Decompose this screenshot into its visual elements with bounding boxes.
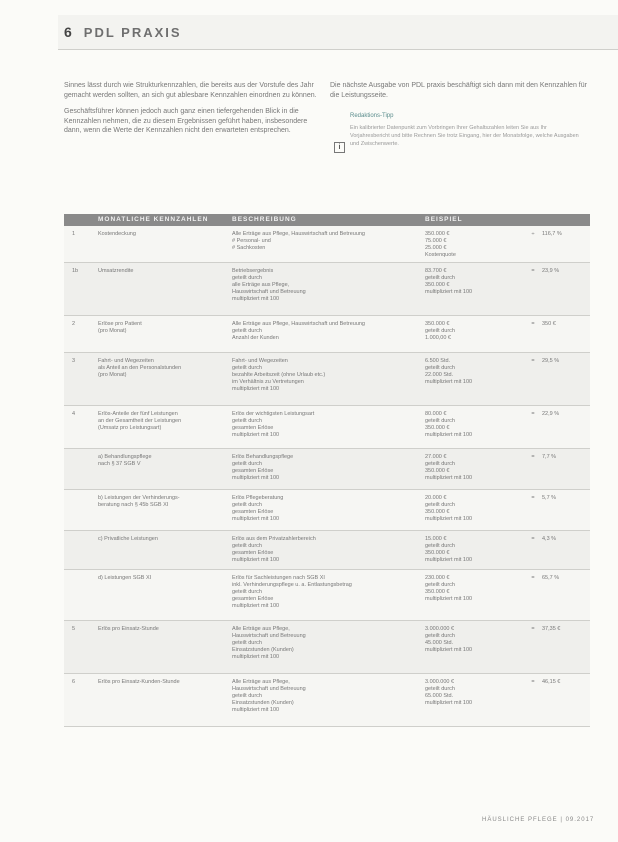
intro-right-column — [330, 81, 588, 151]
table-row — [64, 570, 590, 621]
kpi-description — [232, 495, 428, 523]
column-header: BEISPIEL — [425, 216, 463, 223]
kpi-name-line: nach § 37 SGB V — [98, 461, 141, 467]
column-header: BESCHREIBUNG — [232, 216, 297, 223]
kpi-description-line: geteilt durch — [232, 328, 262, 334]
kpi-description — [232, 411, 428, 439]
kpi-example — [425, 536, 525, 564]
kpi-description-line: # Personal- und — [232, 238, 271, 244]
kpi-example-line: geteilt durch — [425, 543, 455, 549]
kpi-result: 7,7 % — [542, 454, 557, 460]
kpi-name-line: Fahrt- und Wegezeiten — [98, 358, 154, 364]
intro-paragraph: Sinnes lässt durch wie Strukturkennzahlen, die bereits aus der Vorstufe des Jahr gemacht werden sollten, an sich gut ablesbare Kennzahlen einordnen zu können. — [64, 82, 317, 99]
kpi-description — [232, 575, 428, 610]
kpi-description — [232, 321, 428, 342]
kpi-description-line: Erlös aus dem Privatzahlerbereich — [232, 536, 316, 542]
kpi-name-line: Erlöse pro Patient — [98, 321, 142, 327]
operator-sign: = — [531, 626, 535, 632]
kpi-name — [98, 454, 216, 468]
kpi-name-line: Kostendeckung — [98, 231, 136, 237]
kpi-example-line: 3.000.000 € — [425, 679, 455, 685]
kpi-name — [98, 626, 216, 633]
kpi-description-line: multipliziert mit 100 — [232, 296, 280, 302]
row-number: 4 — [72, 411, 76, 417]
kpi-example — [425, 679, 525, 707]
kpi-example-line: geteilt durch — [425, 418, 455, 424]
operator-sign: = — [531, 575, 535, 581]
kpi-description-line: geteilt durch — [232, 365, 262, 371]
operator-sign: = — [531, 268, 535, 274]
kpi-example-line: multipliziert mit 100 — [425, 557, 473, 563]
kpi-example-line: 350.000 € — [425, 468, 450, 474]
operator-sign: = — [531, 411, 535, 417]
kpi-name-line: b) Leistungen der Verhinderungs- — [98, 495, 180, 501]
table-row — [64, 406, 590, 449]
kpi-result: 29,5 % — [542, 358, 560, 364]
kpi-name-line: (pro Monat) — [98, 372, 127, 378]
kpi-description-line: Alle Erträge aus Pflege, Hauswirtschaft und Betreuung — [232, 321, 365, 327]
table-row — [64, 621, 590, 674]
kpi-description-line: Alle Erträge aus Pflege, Hauswirtschaft und Betreuung — [232, 231, 365, 237]
kpi-name — [98, 321, 216, 335]
kpi-description-line: multipliziert mit 100 — [232, 654, 280, 660]
kpi-description-line: bezahlte Arbeitszeit (ohne Urlaub etc.) — [232, 372, 326, 378]
kpi-description-line: gesamten Erlöse — [232, 550, 274, 556]
page-number: 6 — [64, 24, 72, 40]
kpi-name-line: Erlös pro Einsatz-Kunden-Stunde — [98, 679, 180, 685]
kpi-example-line: 83.700 € — [425, 268, 447, 274]
kpi-example-line: 25.000 € — [425, 245, 447, 251]
kpi-example — [425, 231, 525, 259]
table-row — [64, 531, 590, 570]
table-row — [64, 490, 590, 531]
kpi-example-line: 20.000 € — [425, 495, 447, 501]
kpi-result: 22,9 % — [542, 411, 560, 417]
kpi-example-line: 1.000,00 € — [425, 335, 451, 341]
kpi-example-line: 22.000 Std. — [425, 372, 454, 378]
kpi-example-line: 350.000 € — [425, 282, 450, 288]
kpi-example-line: 350.000 € — [425, 231, 450, 237]
kpi-example-line: 3.000.000 € — [425, 626, 455, 632]
kpi-description-line: Erlös Pflegeberatung — [232, 495, 284, 501]
operator-sign: = — [531, 536, 535, 542]
kpi-description-line: Hauswirtschaft und Betreuung — [232, 633, 306, 639]
kpi-name — [98, 575, 216, 582]
kpi-description — [232, 454, 428, 482]
kpi-result: 37,35 € — [542, 626, 561, 632]
kpi-name-line: a) Behandlungspflege — [98, 454, 152, 460]
tip-heading: Redaktions-Tipp — [350, 113, 394, 119]
row-number: 5 — [72, 626, 76, 632]
kpi-example — [425, 454, 525, 482]
kpi-description-line: # Sachkosten — [232, 245, 266, 251]
kpi-description — [232, 268, 428, 303]
kpi-example-line: 45.000 Std. — [425, 640, 454, 646]
kpi-name — [98, 268, 216, 275]
kpi-description-line: multipliziert mit 100 — [232, 603, 280, 609]
kpi-example-line: geteilt durch — [425, 328, 455, 334]
kpi-example-line: multipliziert mit 100 — [425, 379, 473, 385]
table-row — [64, 353, 590, 406]
kpi-description-line: gesamten Erlöse — [232, 468, 274, 474]
kpi-example-line: geteilt durch — [425, 502, 455, 508]
table-row — [64, 674, 590, 727]
table-header — [64, 214, 590, 226]
kpi-example — [425, 575, 525, 603]
table-row — [64, 316, 590, 353]
kpi-example-line: 75.000 € — [425, 238, 447, 244]
kpi-description-line: Alle Erträge aus Pflege, — [232, 679, 290, 685]
kpi-description-line: gesamten Erlöse — [232, 596, 274, 602]
section-title: PDL PRAXIS — [83, 24, 182, 40]
kpi-result: 116,7 % — [542, 231, 562, 237]
kpi-description-line: multipliziert mit 100 — [232, 707, 280, 713]
kpi-example-line: multipliziert mit 100 — [425, 432, 473, 438]
kpi-example-line: multipliziert mit 100 — [425, 596, 473, 602]
operator-sign: = — [531, 321, 535, 327]
kpi-example — [425, 626, 525, 654]
kpi-description-line: Anzahl der Kunden — [232, 335, 279, 341]
kpi-description-line: Erlös Behandlungspflege — [232, 454, 294, 460]
kpi-example-line: 350.000 € — [425, 321, 450, 327]
kpi-name — [98, 411, 216, 432]
kpi-example-line: 65.000 Std. — [425, 693, 454, 699]
page-header — [58, 15, 618, 50]
kpi-name-line: als Anteil an den Personalstunden — [98, 365, 182, 371]
kpi-name-line: (Umsatz pro Leistungsart) — [98, 425, 162, 431]
kpi-description-line: multipliziert mit 100 — [232, 475, 280, 481]
kpi-description-line: Hauswirtschaft und Betreuung — [232, 686, 306, 692]
kpi-example — [425, 268, 525, 296]
kpi-example — [425, 411, 525, 439]
kpi-example-line: 350.000 € — [425, 550, 450, 556]
kpi-example-line: 230.000 € — [425, 575, 450, 581]
row-number: 6 — [72, 679, 76, 685]
kpi-name — [98, 231, 216, 238]
kpi-name — [98, 536, 216, 543]
kpi-name — [98, 679, 216, 686]
kpi-example-line: 6.500 Std. — [425, 358, 451, 364]
kpi-name-line: (pro Monat) — [98, 328, 127, 334]
kpi-example-line: 80.000 € — [425, 411, 447, 417]
kpi-description-line: inkl. Verhinderungspflege u. a. Entlastungsbetrag — [232, 582, 352, 588]
kpi-result: 23,9 % — [542, 268, 560, 274]
operator-sign: = — [531, 679, 535, 685]
kpi-name-line: Umsatzrendite — [98, 268, 134, 274]
kpi-example-line: 27.000 € — [425, 454, 447, 460]
kpi-example-line: geteilt durch — [425, 633, 455, 639]
kpi-name — [98, 358, 216, 379]
kpi-name-line: c) Privatliche Leistungen — [98, 536, 158, 542]
kpi-example — [425, 321, 525, 342]
intro-paragraph: Die nächste Ausgabe von PDL praxis beschäftigt sich dann mit den Kennzahlen für die Leistungsseite. — [330, 82, 587, 99]
kpi-description-line: multipliziert mit 100 — [232, 557, 280, 563]
kpi-result: 350 € — [542, 321, 556, 327]
kpi-table — [64, 214, 590, 727]
kpi-example-line: geteilt durch — [425, 365, 455, 371]
kpi-example-line: geteilt durch — [425, 582, 455, 588]
kpi-example-line: multipliziert mit 100 — [425, 647, 473, 653]
kpi-example — [425, 358, 525, 386]
kpi-description-line: geteilt durch — [232, 543, 262, 549]
kpi-example-line: multipliziert mit 100 — [425, 700, 473, 706]
kpi-example-line: geteilt durch — [425, 686, 455, 692]
kpi-name-line: an der Gesamtheit der Leistungen — [98, 418, 182, 424]
kpi-description-line: Einsatzstunden (Kunden) — [232, 700, 294, 706]
kpi-description-line: geteilt durch — [232, 418, 262, 424]
kpi-name-line: beratung nach § 45b SGB XI — [98, 502, 169, 508]
kpi-description — [232, 536, 428, 564]
kpi-example-line: 350.000 € — [425, 425, 450, 431]
operator-sign: = — [531, 358, 535, 364]
kpi-result: 4,3 % — [542, 536, 557, 542]
kpi-description — [232, 679, 428, 714]
kpi-example-line: multipliziert mit 100 — [425, 516, 473, 522]
kpi-name-line: d) Leistungen SGB XI — [98, 575, 152, 581]
kpi-description-line: Erlös für Sachleistungen nach SGB XI — [232, 575, 325, 581]
kpi-description-line: alle Erträge aus Pflege, — [232, 282, 290, 288]
kpi-description-line: Fahrt- und Wegezeiten — [232, 358, 288, 364]
kpi-description-line: Betriebsergebnis — [232, 268, 274, 274]
kpi-example — [425, 495, 525, 523]
kpi-result: 46,15 € — [542, 679, 561, 685]
kpi-description-line: Einsatzstunden (Kunden) — [232, 647, 294, 653]
operator-sign: = — [531, 454, 535, 460]
row-number: 2 — [72, 321, 76, 327]
kpi-description-line: multipliziert mit 100 — [232, 432, 280, 438]
table-row — [64, 226, 590, 263]
kpi-description-line: geteilt durch — [232, 502, 262, 508]
kpi-example-line: geteilt durch — [425, 275, 455, 281]
kpi-result: 5,7 % — [542, 495, 557, 501]
tip-text: Ein kalibrierter Datenpunkt zum Vorbringen Ihrer Gehaltszahlen leiten Sie aus Ihr Vorjahresbericht und bitte Rechnen Sie trotz Eingang, hier der Monatsfolge, welche Ausgaben und Zwischenwerte. — [350, 124, 579, 147]
editor-tip — [330, 112, 588, 151]
table-row — [64, 263, 590, 316]
kpi-description-line: Erlös der wichtigsten Leistungsart — [232, 411, 315, 417]
operator-sign: ÷ — [531, 231, 535, 237]
kpi-description-line: geteilt durch — [232, 589, 262, 595]
kpi-description-line: multipliziert mit 100 — [232, 386, 280, 392]
kpi-description-line: Alle Erträge aus Pflege, — [232, 626, 290, 632]
kpi-example-line: geteilt durch — [425, 461, 455, 467]
page-footer: HÄUSLICHE PFLEGE | 09.2017 — [482, 817, 595, 823]
kpi-name-line: Erlös-Anteile der fünf Leistungen — [98, 411, 178, 417]
kpi-example-line: multipliziert mit 100 — [425, 289, 473, 295]
kpi-example-line: 350.000 € — [425, 589, 450, 595]
column-header: MONATLICHE KENNZAHLEN — [98, 216, 209, 223]
intro-left-column — [64, 81, 318, 143]
kpi-description-line: gesamten Erlöse — [232, 509, 274, 515]
kpi-name-line: Erlös pro Einsatz-Stunde — [98, 626, 159, 632]
kpi-description-line: geteilt durch — [232, 275, 262, 281]
kpi-example-line: multipliziert mit 100 — [425, 475, 473, 481]
kpi-description-line: multipliziert mit 100 — [232, 516, 280, 522]
kpi-description-line: geteilt durch — [232, 640, 262, 646]
info-icon: i — [334, 142, 345, 153]
table-row — [64, 449, 590, 490]
kpi-description-line: gesamten Erlöse — [232, 425, 274, 431]
kpi-name — [98, 495, 216, 509]
table-body — [64, 226, 590, 727]
row-number: 1b — [72, 268, 79, 274]
row-number: 1 — [72, 231, 76, 237]
kpi-description — [232, 231, 428, 252]
kpi-description-line: Hauswirtschaft und Betreuung — [232, 289, 306, 295]
kpi-description-line: geteilt durch — [232, 693, 262, 699]
kpi-example-line: 350.000 € — [425, 509, 450, 515]
kpi-description-line: im Verhältnis zu Vertretungen — [232, 379, 304, 385]
operator-sign: = — [531, 495, 535, 501]
kpi-description — [232, 626, 428, 661]
kpi-example-line: Kostenquote — [425, 252, 456, 258]
kpi-description-line: geteilt durch — [232, 461, 262, 467]
kpi-result: 65,7 % — [542, 575, 560, 581]
row-number: 3 — [72, 358, 76, 364]
kpi-example-line: 15.000 € — [425, 536, 447, 542]
intro-paragraph: Geschäftsführer können jedoch auch ganz einen tiefergehenden Blick in die Kennzahlen nehmen, die zu diesem Ergebnissen geführt haben, insbesondere dann, wenn die Werte der Kennzahlen nicht den erwarteten entsprechen. — [64, 108, 308, 134]
kpi-description — [232, 358, 428, 393]
